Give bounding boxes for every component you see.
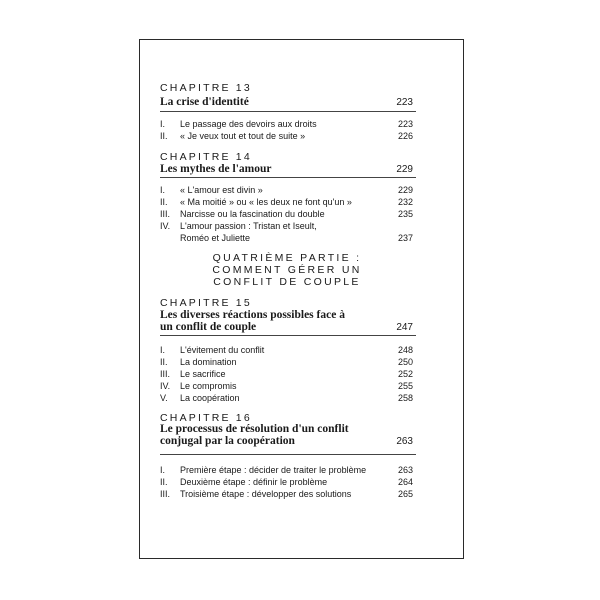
toc-item-number: I. (160, 119, 166, 129)
toc-item-title: L'évitement du conflit (180, 345, 265, 355)
toc-item-number: IV. (160, 221, 171, 231)
toc-item-number: V. (160, 393, 168, 403)
chapter-14-page: 229 (396, 164, 413, 175)
toc-item-title: Le sacrifice (180, 369, 226, 379)
toc-item-title: Troisième étape : développer des solutions (180, 489, 352, 499)
toc-item-title: La coopération (180, 393, 240, 403)
toc-item-number: III. (160, 489, 171, 499)
chapter-13-title: La crise d'identité (160, 96, 249, 108)
chapter-15-rule (160, 335, 416, 336)
toc-item-title: L'amour passion : Tristan et Iseult, (180, 221, 317, 231)
chapter-14-rule (160, 177, 416, 178)
toc-item-page: 252 (397, 369, 413, 379)
toc-item-page: 255 (397, 381, 413, 391)
toc-item-title: Le compromis (180, 381, 237, 391)
chapter-15-title: Les diverses réactions possibles face à (160, 309, 345, 321)
toc-item-page: 264 (397, 477, 413, 487)
toc-item-title: La domination (180, 357, 237, 367)
toc-item-number: II. (160, 197, 168, 207)
toc-item-number: III. (160, 209, 171, 219)
toc-item-number: I. (160, 345, 166, 355)
toc-item-number: I. (160, 465, 166, 475)
toc-item-title: « L'amour est divin » (180, 185, 263, 195)
toc-item-title: Narcisse ou la fascination du double (180, 209, 325, 219)
toc-item-number: I. (160, 185, 166, 195)
chapter-16-page: 263 (396, 436, 413, 447)
chapter-13-rule (160, 111, 416, 112)
chapter-16-heading: CHAPITRE 16 (160, 412, 252, 424)
toc-item-title: « Je veux tout et tout de suite » (180, 131, 306, 141)
chapter-13-heading: CHAPITRE 13 (160, 82, 252, 94)
chapter-14-title: Les mythes de l'amour (160, 163, 272, 175)
toc-item-page: 263 (397, 465, 413, 475)
toc-item-number: II. (160, 477, 168, 487)
toc-item-number: III. (160, 369, 171, 379)
toc-item-title: Première étape : décider de traiter le problème (180, 465, 367, 475)
chapter-13-page: 223 (396, 97, 413, 108)
chapter-15-heading: CHAPITRE 15 (160, 297, 252, 309)
toc-item-page: 237 (397, 233, 413, 243)
toc-item-title-continued: Roméo et Juliette (180, 233, 251, 243)
toc-item-title: « Ma moitié » ou « les deux ne font qu'un » (180, 197, 352, 207)
toc-item-page: 232 (397, 197, 413, 207)
toc-item-page: 229 (397, 185, 413, 195)
toc-item-title: Le passage des devoirs aux droits (180, 119, 317, 129)
chapter-15-page: 247 (396, 322, 413, 333)
toc-item-number: IV. (160, 381, 171, 391)
part-heading-line: CONFLIT DE COUPLE (213, 276, 361, 288)
toc-item-number: II. (160, 131, 168, 141)
chapter-15-title-continued: un conflit de couple (160, 321, 257, 333)
toc-item-number: II. (160, 357, 168, 367)
book-page (139, 39, 464, 559)
toc-item-page: 265 (397, 489, 413, 499)
toc-item-title: Deuxième étape : définir le problème (180, 477, 328, 487)
toc-item-page: 223 (397, 119, 413, 129)
chapter-14-heading: CHAPITRE 14 (160, 151, 252, 163)
toc-item-page: 248 (397, 345, 413, 355)
part-heading-line: COMMENT GÉRER UN (212, 264, 362, 276)
chapter-16-title-continued: conjugal par la coopération (160, 435, 295, 447)
toc-item-page: 235 (397, 209, 413, 219)
chapter-16-rule (160, 454, 416, 455)
part-heading-line: QUATRIÈME PARTIE : (212, 252, 362, 264)
chapter-16-title: Le processus de résolution d'un conflit (160, 423, 349, 435)
toc-item-page: 250 (397, 357, 413, 367)
toc-item-page: 258 (397, 393, 413, 403)
toc-item-page: 226 (397, 131, 413, 141)
